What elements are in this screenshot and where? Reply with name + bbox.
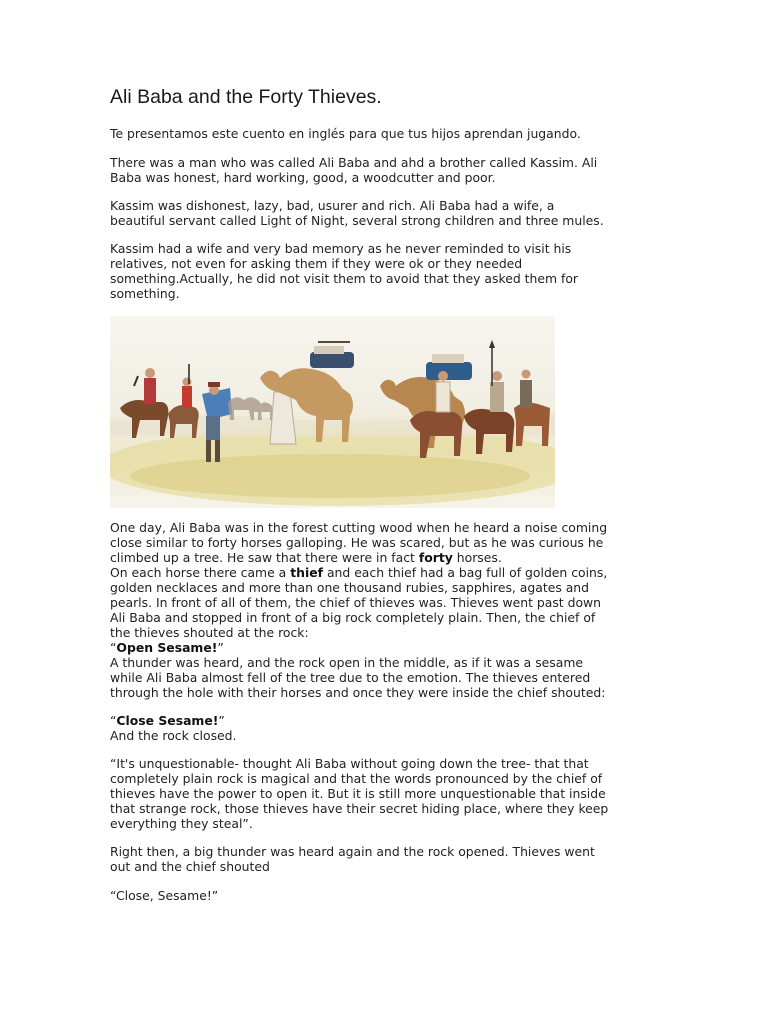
paragraph-ali-baba-kassim: There was a man who was called Ali Baba and ahd a brother called Kassim. Ali Baba was honest, hard working, good, a woodcutter and poor.	[110, 155, 598, 185]
caravan-illustration	[110, 316, 555, 508]
close-sesame-line: “Close Sesame!” And the rock closed.	[110, 713, 670, 743]
emphasis-forty: forty	[418, 550, 453, 565]
rock-closed-line: And the rock closed.	[110, 728, 237, 743]
paragraph-ali-baba-thought: “It's unquestionable- thought Ali Baba without going down the tree- that that completely plain rock is magical and that the words pronounced by the chief of thieves have the power to open it. But it is still more unquestionable that inside that strange rock, those thieves have their secret hiding place, where they keep everything they steal”.	[110, 756, 609, 831]
paragraph-kassim-memory: Kassim had a wife and very bad memory as he never reminded to visit his relatives, not even for asking them if they were ok or they needed something.Actually, he did not visit them to avoid that they asked them for something.	[110, 241, 579, 301]
open-sesame-line: “Open Sesame!”	[110, 640, 224, 655]
emphasis-thief: thief	[290, 565, 323, 580]
paragraph-kassim-description: Kassim was dishonest, lazy, bad, usurer and rich. Ali Baba had a wife, a beautiful servant called Light of Night, several strong children and three mules.	[110, 198, 604, 228]
story-title: Ali Baba and the Forty Thieves.	[110, 86, 382, 108]
intro-paragraph: Te presentamos este cuento en inglés para que tus hijos aprendan jugando.	[110, 126, 581, 141]
paragraph-thunder-again: Right then, a big thunder was heard again and the rock opened. Thieves went out and the chief shouted	[110, 844, 595, 874]
caravan-drawing	[110, 316, 555, 508]
final-close-sesame: “Close, Sesame!”	[110, 888, 219, 903]
paragraph-forest-story: One day, Ali Baba was in the forest cutting wood when he heard a noise coming close similar to forty horses galloping. He was scared, but as he was curious he climbed up a tree. He saw that there were in fact forty horses. On each horse there came a thief and each thief had a bag full of golden coins, golden necklaces and more than one thousand rubies, sapphires, agates and pearls. In front of all of them, the chief of thieves was. Thieves went past down Ali Baba and stopped in front of a big rock completely plain. Then, the chief of the thieves shouted at the rock: “Open Sesame!” A thunder was heard, and the rock open in the middle, as if it was a sesame while Ali Baba almost fell of the tree due to the emotion. The thieves entered through the hole with their horses and once they were inside the chief shouted:	[110, 520, 670, 700]
